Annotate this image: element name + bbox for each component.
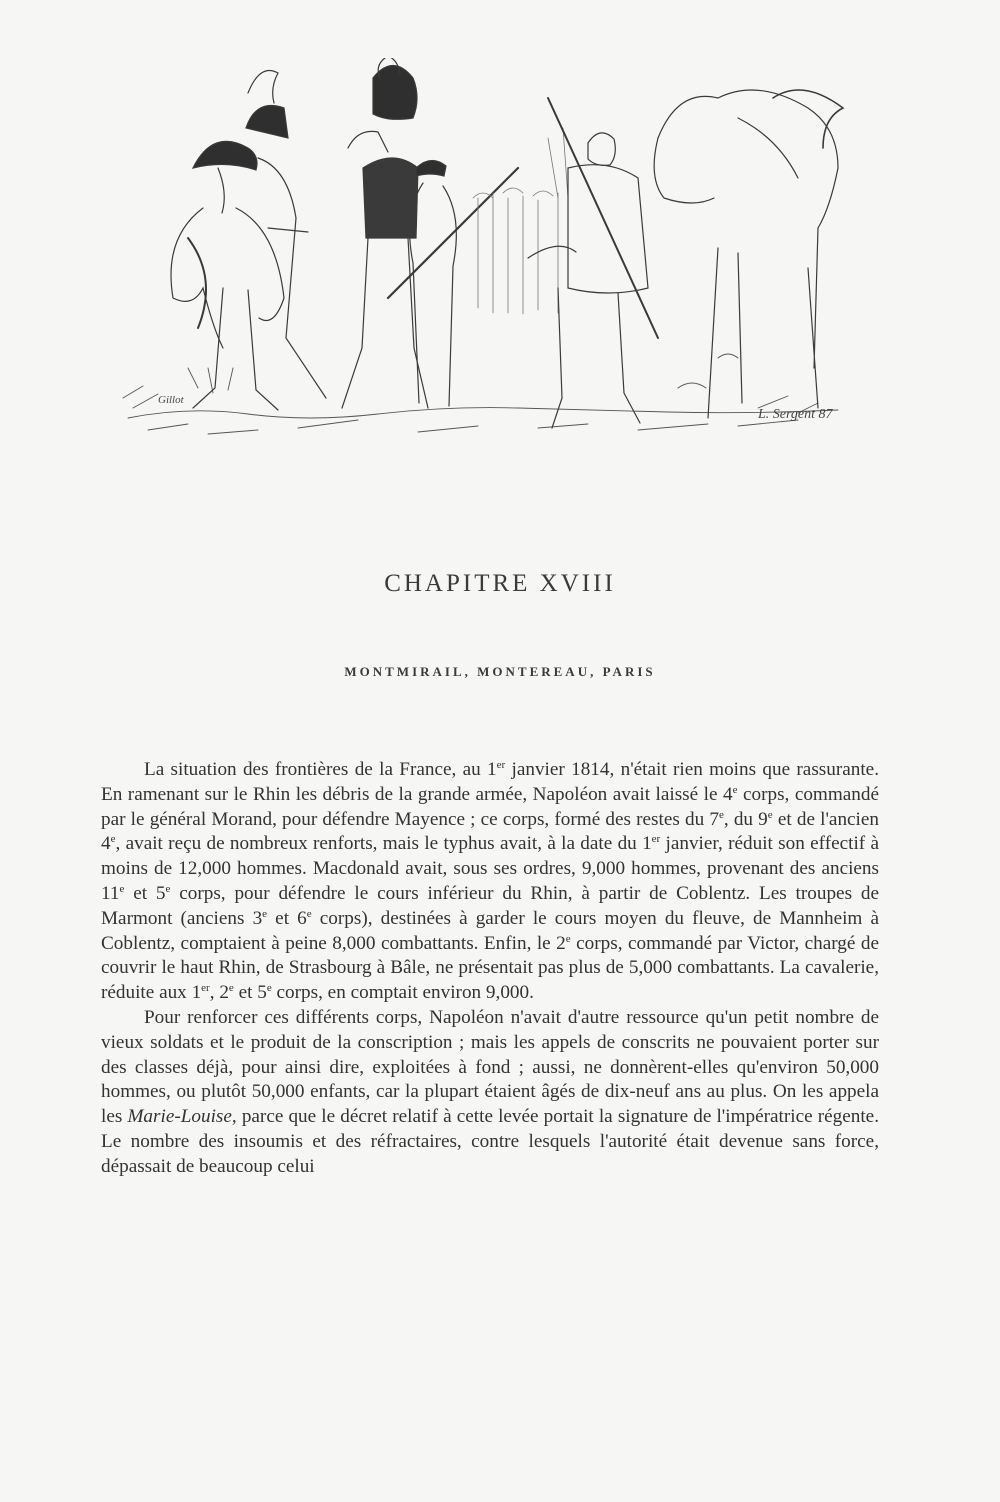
text-segment: , du 9 (723, 808, 768, 830)
superscript: e (565, 932, 571, 945)
text-segment: corps, commandé par Victor, chargé de couvrir le haut Rhin, de Strasbourg à Bâle, ne présentait pas plus de 5,000 combattants. La cavalerie, réduite aux 1 (101, 932, 879, 1004)
body-text (101, 758, 879, 1180)
text-segment: La situation des frontières de la France, au 1 (144, 759, 497, 780)
superscript: e (767, 808, 773, 821)
chapter-title: CHAPITRE XVIII (384, 570, 616, 597)
text-segment: , parce que le décret relatif à cette levée portait la signature de l'impératrice régente. Le nombre des insoumis et des réfractaires, contre lesquels l'autorité était devenue sans force, dépassait de beaucoup celui (101, 1106, 879, 1177)
superscript: e (119, 882, 125, 895)
text-segment: corps, commandé par le général Morand, pour défendre Mayence ; ce corps, formé des restes du 7 (101, 783, 879, 830)
illustration-signature-left: Gillot (158, 394, 184, 406)
superscript: e (110, 833, 116, 846)
superscript: er (651, 833, 661, 846)
text-segment: corps), destinées à garder le cours moyen du fleuve, de Mannheim à Coblentz, comptaient à peine 8,000 combattants. Enfin, le 2 (101, 907, 879, 954)
superscript: e (165, 882, 171, 895)
superscript: e (306, 907, 312, 920)
text-segment: et 6 (267, 907, 307, 929)
text-segment: corps, pour défendre le cours inférieur du Rhin, à partir de Coblentz. Les troupes de Marmont (anciens 3 (101, 882, 879, 929)
text-segment: corps, en comptait environ 9,000. (271, 982, 534, 1004)
text-segment: , 2 (209, 982, 229, 1004)
text-segment: et 5 (233, 982, 267, 1004)
superscript: er (201, 982, 210, 995)
text-segment: janvier 1814, n'était rien moins que rassurante. En ramenant sur le Rhin les débris de la grande armée, Napoléon avait laissé le 4 (101, 759, 879, 805)
chapter-subtitle: MONTMIRAIL, MONTEREAU, PARIS (344, 664, 656, 679)
body-paragraph (101, 1006, 879, 1180)
superscript: e (732, 783, 738, 796)
superscript: e (718, 808, 724, 821)
body-paragraph (101, 758, 879, 1006)
text-segment: janvier, réduit son effectif à moins de 12,000 hommes. Macdonald avait, sous ses ordres, 9,000 hommes, provenant des anciens 11 (101, 833, 879, 904)
superscript: e (228, 982, 234, 995)
text-segment: Pour renforcer ces différents corps, Napoléon n'avait d'autre ressource qu'un petit nombre de vieux soldats et le produit de la conscription ; mais les appels de conscrits ne pouvaient porter sur des classes déjà, pour ainsi dire, exploitées à fond ; aussi, ne donnèrent-elles qu'environ 50,000 hommes, ou plutôt 50,000 enfants, car la plupart étaient âgés de dix-neuf ans au plus. On les appela les (101, 1006, 879, 1128)
superscript: er (496, 759, 506, 771)
text-segment: et 5 (124, 882, 166, 904)
superscript: e (262, 907, 268, 920)
text-segment: et de l'ancien 4 (101, 808, 880, 855)
superscript: e (266, 982, 272, 995)
text-segment: , avait reçu de nombreux renforts, mais le typhus avait, à la date du 1 (115, 833, 652, 855)
illustration-signature-right: L. Sergent 87 (758, 407, 833, 422)
chapter-illustration (118, 58, 856, 450)
soldiers-and-horse-illustration-icon (118, 58, 856, 450)
italic-text: Marie-Louise (127, 1106, 232, 1128)
